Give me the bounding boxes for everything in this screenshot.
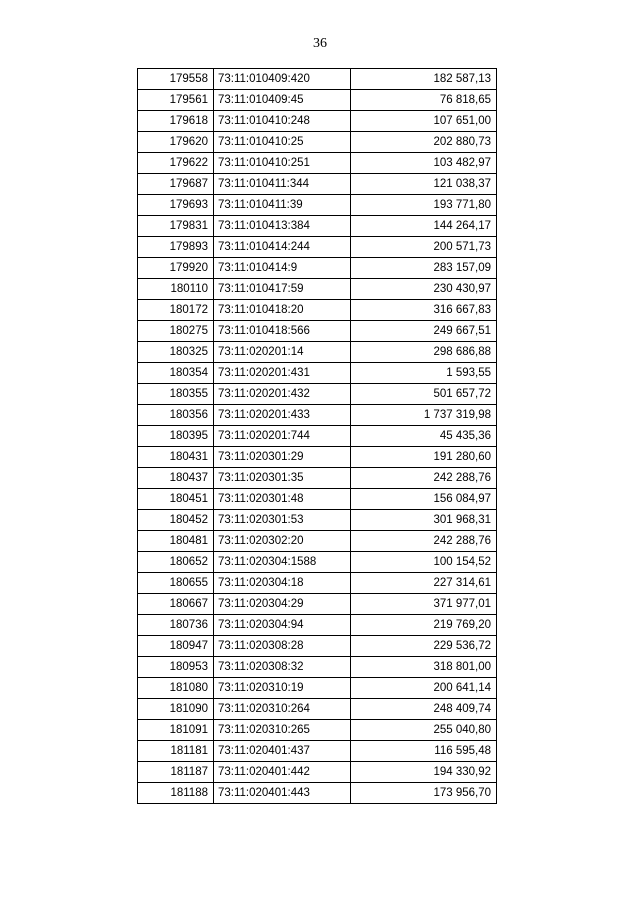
- value-cell: 298 686,88: [351, 342, 497, 363]
- table-row: [138, 720, 497, 741]
- cadastral-number-cell: 73:11:010409:420: [214, 69, 351, 90]
- table-row: [138, 699, 497, 720]
- table-row: [138, 531, 497, 552]
- record-number-cell: 180947: [138, 636, 214, 657]
- record-number-cell: 180431: [138, 447, 214, 468]
- record-number-cell: 181188: [138, 783, 214, 804]
- table-row: [138, 741, 497, 762]
- record-number-cell: 181181: [138, 741, 214, 762]
- cadastral-number-cell: 73:11:010410:25: [214, 132, 351, 153]
- table-row: [138, 447, 497, 468]
- table-row: [138, 363, 497, 384]
- table-row: [138, 111, 497, 132]
- value-cell: 249 667,51: [351, 321, 497, 342]
- cadastral-number-cell: 73:11:010418:566: [214, 321, 351, 342]
- value-cell: 202 880,73: [351, 132, 497, 153]
- record-number-cell: 180667: [138, 594, 214, 615]
- record-number-cell: 179622: [138, 153, 214, 174]
- table-row: [138, 90, 497, 111]
- value-cell: 255 040,80: [351, 720, 497, 741]
- cadastral-number-cell: 73:11:020310:264: [214, 699, 351, 720]
- cadastral-number-cell: 73:11:020304:18: [214, 573, 351, 594]
- record-number-cell: 179558: [138, 69, 214, 90]
- table-row: [138, 195, 497, 216]
- table-row: [138, 657, 497, 678]
- record-number-cell: 180652: [138, 552, 214, 573]
- table-row: [138, 69, 497, 90]
- cadastral-number-cell: 73:11:010413:384: [214, 216, 351, 237]
- value-cell: 173 956,70: [351, 783, 497, 804]
- table-row: [138, 237, 497, 258]
- value-cell: 193 771,80: [351, 195, 497, 216]
- table-row: [138, 405, 497, 426]
- table-row: [138, 153, 497, 174]
- record-number-cell: 180736: [138, 615, 214, 636]
- value-cell: 316 667,83: [351, 300, 497, 321]
- table-row: [138, 468, 497, 489]
- cadastral-number-cell: 73:11:010410:248: [214, 111, 351, 132]
- value-cell: 230 430,97: [351, 279, 497, 300]
- record-number-cell: 180953: [138, 657, 214, 678]
- page-number: 36: [313, 36, 327, 51]
- value-cell: 1 737 319,98: [351, 405, 497, 426]
- table-row: [138, 783, 497, 804]
- record-number-cell: 181187: [138, 762, 214, 783]
- table-row: [138, 426, 497, 447]
- cadastral-number-cell: 73:11:020308:28: [214, 636, 351, 657]
- cadastral-number-cell: 73:11:020304:94: [214, 615, 351, 636]
- cadastral-number-cell: 73:11:010418:20: [214, 300, 351, 321]
- table-row: [138, 615, 497, 636]
- value-cell: 318 801,00: [351, 657, 497, 678]
- cadastral-number-cell: 73:11:020401:437: [214, 741, 351, 762]
- value-cell: 242 288,76: [351, 531, 497, 552]
- table-row: [138, 216, 497, 237]
- record-number-cell: 180451: [138, 489, 214, 510]
- cadastral-number-cell: 73:11:010411:39: [214, 195, 351, 216]
- record-number-cell: 180355: [138, 384, 214, 405]
- cadastral-number-cell: 73:11:020308:32: [214, 657, 351, 678]
- record-number-cell: 181080: [138, 678, 214, 699]
- value-cell: 283 157,09: [351, 258, 497, 279]
- record-number-cell: 180275: [138, 321, 214, 342]
- value-cell: 100 154,52: [351, 552, 497, 573]
- cadastral-number-cell: 73:11:020301:48: [214, 489, 351, 510]
- cadastral-number-cell: 73:11:020310:265: [214, 720, 351, 741]
- cadastral-number-cell: 73:11:020201:431: [214, 363, 351, 384]
- record-number-cell: 181090: [138, 699, 214, 720]
- table-row: [138, 552, 497, 573]
- cadastral-number-cell: 73:11:020302:20: [214, 531, 351, 552]
- table-row: [138, 132, 497, 153]
- record-number-cell: 181091: [138, 720, 214, 741]
- record-number-cell: 179561: [138, 90, 214, 111]
- value-cell: 501 657,72: [351, 384, 497, 405]
- value-cell: 76 818,65: [351, 90, 497, 111]
- record-number-cell: 179920: [138, 258, 214, 279]
- value-cell: 200 571,73: [351, 237, 497, 258]
- table-row: [138, 342, 497, 363]
- record-number-cell: 179620: [138, 132, 214, 153]
- value-cell: 194 330,92: [351, 762, 497, 783]
- record-number-cell: 180325: [138, 342, 214, 363]
- table-row: [138, 678, 497, 699]
- cadastral-number-cell: 73:11:020301:35: [214, 468, 351, 489]
- value-cell: 121 038,37: [351, 174, 497, 195]
- cadastral-number-cell: 73:11:010414:244: [214, 237, 351, 258]
- value-cell: 227 314,61: [351, 573, 497, 594]
- value-cell: 248 409,74: [351, 699, 497, 720]
- cadastral-number-cell: 73:11:020304:1588: [214, 552, 351, 573]
- record-number-cell: 179693: [138, 195, 214, 216]
- table-row: [138, 636, 497, 657]
- cadastral-number-cell: 73:11:020201:14: [214, 342, 351, 363]
- value-cell: 301 968,31: [351, 510, 497, 531]
- cadastral-number-cell: 73:11:010411:344: [214, 174, 351, 195]
- table-row: [138, 300, 497, 321]
- record-number-cell: 180481: [138, 531, 214, 552]
- record-number-cell: 180356: [138, 405, 214, 426]
- cadastral-number-cell: 73:11:020310:19: [214, 678, 351, 699]
- record-number-cell: 179831: [138, 216, 214, 237]
- table-row: [138, 279, 497, 300]
- table-row: [138, 762, 497, 783]
- value-cell: 144 264,17: [351, 216, 497, 237]
- value-cell: 229 536,72: [351, 636, 497, 657]
- record-number-cell: 179893: [138, 237, 214, 258]
- records-table: [137, 68, 497, 804]
- table-row: [138, 384, 497, 405]
- record-number-cell: 180354: [138, 363, 214, 384]
- table-row: [138, 174, 497, 195]
- table-row: [138, 258, 497, 279]
- value-cell: 116 595,48: [351, 741, 497, 762]
- value-cell: 200 641,14: [351, 678, 497, 699]
- value-cell: 1 593,55: [351, 363, 497, 384]
- table-row: [138, 594, 497, 615]
- records-table-body: [138, 69, 497, 804]
- value-cell: 103 482,97: [351, 153, 497, 174]
- cadastral-number-cell: 73:11:010414:9: [214, 258, 351, 279]
- record-number-cell: 180655: [138, 573, 214, 594]
- record-number-cell: 179687: [138, 174, 214, 195]
- value-cell: 156 084,97: [351, 489, 497, 510]
- value-cell: 45 435,36: [351, 426, 497, 447]
- record-number-cell: 180452: [138, 510, 214, 531]
- record-number-cell: 180395: [138, 426, 214, 447]
- cadastral-number-cell: 73:11:020201:744: [214, 426, 351, 447]
- cadastral-number-cell: 73:11:020201:433: [214, 405, 351, 426]
- record-number-cell: 180110: [138, 279, 214, 300]
- cadastral-number-cell: 73:11:020401:442: [214, 762, 351, 783]
- record-number-cell: 180172: [138, 300, 214, 321]
- value-cell: 182 587,13: [351, 69, 497, 90]
- cadastral-number-cell: 73:11:010409:45: [214, 90, 351, 111]
- cadastral-number-cell: 73:11:020304:29: [214, 594, 351, 615]
- value-cell: 107 651,00: [351, 111, 497, 132]
- cadastral-number-cell: 73:11:010417:59: [214, 279, 351, 300]
- table-row: [138, 573, 497, 594]
- table-row: [138, 321, 497, 342]
- value-cell: 191 280,60: [351, 447, 497, 468]
- cadastral-number-cell: 73:11:020201:432: [214, 384, 351, 405]
- value-cell: 371 977,01: [351, 594, 497, 615]
- cadastral-number-cell: 73:11:010410:251: [214, 153, 351, 174]
- record-number-cell: 179618: [138, 111, 214, 132]
- cadastral-number-cell: 73:11:020401:443: [214, 783, 351, 804]
- table-row: [138, 510, 497, 531]
- value-cell: 242 288,76: [351, 468, 497, 489]
- value-cell: 219 769,20: [351, 615, 497, 636]
- record-number-cell: 180437: [138, 468, 214, 489]
- table-row: [138, 489, 497, 510]
- cadastral-number-cell: 73:11:020301:53: [214, 510, 351, 531]
- cadastral-number-cell: 73:11:020301:29: [214, 447, 351, 468]
